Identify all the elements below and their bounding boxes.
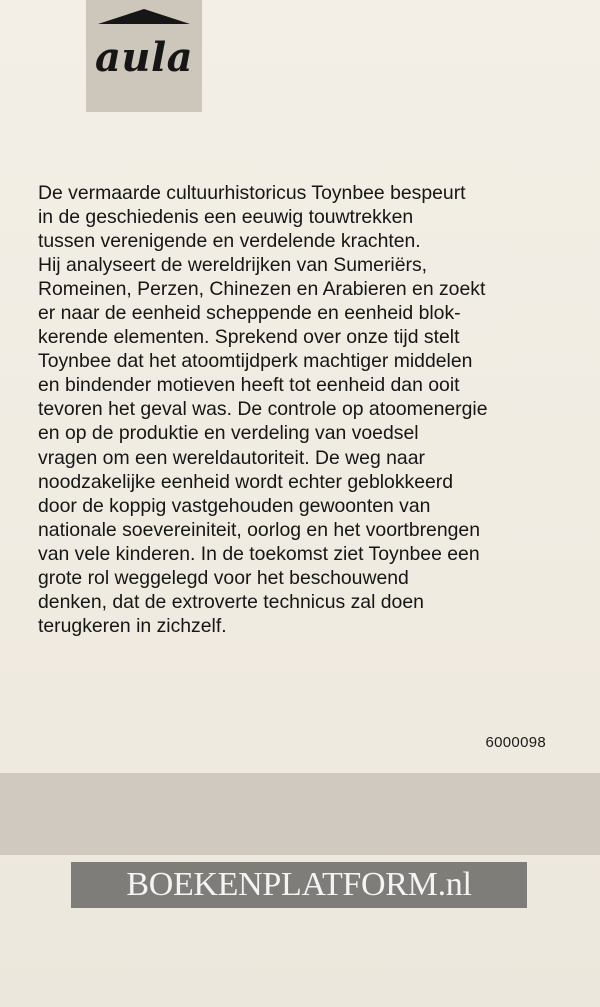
roof-icon [96, 8, 192, 26]
blurb-line: en bindender motieven heeft tot eenheid dan ooit [38, 374, 460, 397]
publisher-logo [86, 0, 202, 112]
blurb-line: tussen verenigende en verdelende krachten. [38, 230, 421, 253]
logo-text: aula [94, 34, 194, 81]
blurb-line: en op de produktie en verdeling van voedsel [38, 422, 419, 445]
blurb-line: door de koppig vastgehouden gewoonten van [38, 494, 431, 517]
blurb-text [38, 181, 598, 638]
blurb-line: Toynbee dat het atoomtijdperk machtiger middelen [38, 350, 473, 373]
blurb-line: kerende elementen. Sprekend over onze tijd stelt [38, 326, 460, 349]
watermark [71, 862, 527, 908]
blurb-line: terugkeren in zichzelf. [38, 614, 227, 637]
blurb-line: van vele kinderen. In de toekomst ziet Toynbee een [38, 542, 480, 565]
blurb-line: denken, dat de extroverte technicus zal doen [38, 590, 424, 613]
blurb-line: vragen om een wereldautoriteit. De weg naar [38, 446, 425, 469]
blurb-line: Hij analyseert de wereldrijken van Sumeriërs, [38, 254, 428, 277]
blurb-line: noodzakelijke eenheid wordt echter geblokkeerd [38, 470, 454, 493]
catalog-number: 6000098 [485, 734, 546, 751]
blurb-line: grote rol weggelegd voor het beschouwend [38, 566, 409, 589]
blurb-line: tevoren het geval was. De controle op atoomenergie [38, 398, 488, 421]
blurb-line: Romeinen, Perzen, Chinezen en Arabieren en zoekt [38, 278, 486, 301]
blurb-line: er naar de eenheid scheppende en eenheid blok- [38, 302, 461, 325]
blurb-line: in de geschiedenis een eeuwig touwtrekken [38, 206, 414, 229]
watermark-text: BOEKENPLATFORM.nl [126, 866, 472, 903]
cover-band [0, 773, 600, 855]
blurb-line: De vermaarde cultuurhistoricus Toynbee bespeurt [38, 182, 466, 204]
blurb-line: nationale soevereiniteit, oorlog en het voortbrengen [38, 518, 480, 541]
